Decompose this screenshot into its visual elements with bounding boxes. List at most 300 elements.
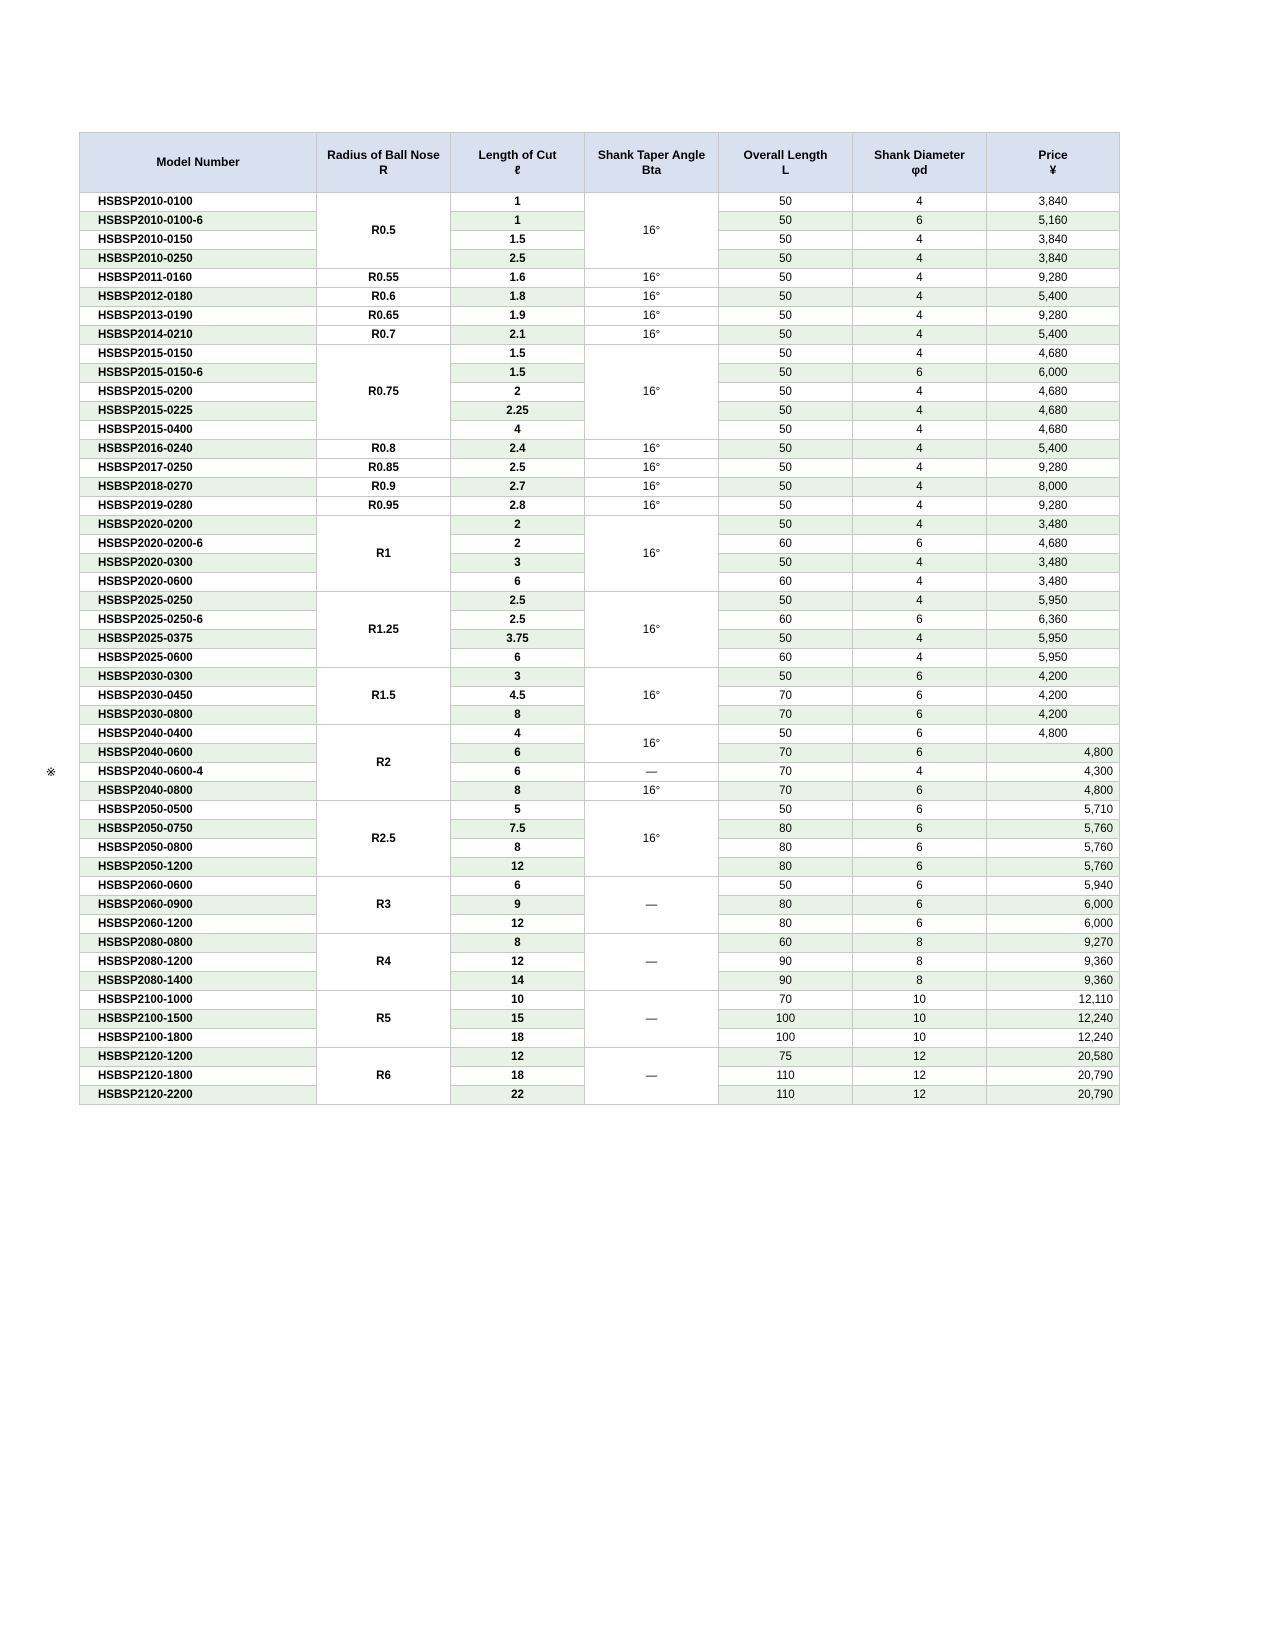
shank-diameter-cell: 6 [853,877,987,896]
length-of-cut-cell: 18 [451,1067,585,1086]
shank-diameter-cell: 6 [853,801,987,820]
length-of-cut-cell: 22 [451,1086,585,1105]
price-cell: 12,240 [987,1029,1120,1048]
overall-length-cell: 80 [719,820,853,839]
ball-radius-cell: R2 [317,725,451,801]
overall-length-cell: 50 [719,421,853,440]
ball-radius-cell: R0.55 [317,269,451,288]
shank-diameter-cell: 10 [853,1029,987,1048]
ball-radius-cell: R0.65 [317,307,451,326]
shank-diameter-cell: 6 [853,687,987,706]
price-cell: 9,280 [987,459,1120,478]
shank-diameter-cell: 4 [853,497,987,516]
length-of-cut-cell: 8 [451,706,585,725]
overall-length-cell: 60 [719,535,853,554]
shank-diameter-cell: 10 [853,991,987,1010]
table-row [80,497,1120,516]
overall-length-cell: 110 [719,1086,853,1105]
table-row [80,592,1120,611]
length-of-cut-cell: 2.5 [451,459,585,478]
length-of-cut-cell: 2.5 [451,592,585,611]
shank-diameter-cell: 4 [853,250,987,269]
note-mark: ※ [46,765,57,779]
length-of-cut-cell: 4 [451,725,585,744]
shank-diameter-cell: 6 [853,820,987,839]
header-model-number: Model Number [80,133,317,193]
model-number-cell: HSBSP2025-0250-6 [80,611,317,630]
table-body [46,193,1120,1105]
shank-diameter-cell: 4 [853,307,987,326]
shank-diameter-cell: 4 [853,554,987,573]
model-number-cell: HSBSP2080-1400 [80,972,317,991]
length-of-cut-cell: 1.5 [451,231,585,250]
overall-length-cell: 70 [719,782,853,801]
price-cell: 4,680 [987,402,1120,421]
overall-length-cell: 90 [719,972,853,991]
taper-angle-cell: — [585,763,719,782]
model-number-cell: HSBSP2040-0600-4 ※ [80,763,317,782]
shank-diameter-cell: 4 [853,402,987,421]
shank-diameter-cell: 4 [853,345,987,364]
length-of-cut-cell: 2 [451,383,585,402]
length-of-cut-cell: 3 [451,554,585,573]
length-of-cut-cell: 6 [451,877,585,896]
price-cell: 5,760 [987,858,1120,877]
overall-length-cell: 110 [719,1067,853,1086]
shank-diameter-cell: 4 [853,421,987,440]
ball-radius-cell: R3 [317,877,451,934]
price-cell: 4,200 [987,706,1120,725]
table-row [80,326,1120,345]
overall-length-cell: 50 [719,364,853,383]
ball-radius-cell: R1 [317,516,451,592]
model-number-cell: HSBSP2010-0100-6 [80,212,317,231]
model-number-cell: HSBSP2013-0190 [80,307,317,326]
length-of-cut-cell: 10 [451,991,585,1010]
shank-diameter-cell: 6 [853,725,987,744]
length-of-cut-cell: 8 [451,934,585,953]
price-cell: 3,480 [987,554,1120,573]
table-row [80,459,1120,478]
overall-length-cell: 70 [719,706,853,725]
table-row [80,763,1120,782]
taper-angle-cell: 16° [585,326,719,345]
taper-angle-cell: 16° [585,459,719,478]
model-number-cell: HSBSP2010-0100 [80,193,317,212]
model-number-cell: HSBSP2025-0600 [80,649,317,668]
length-of-cut-cell: 2.8 [451,497,585,516]
price-cell: 4,680 [987,535,1120,554]
model-number-cell: HSBSP2050-1200 [80,858,317,877]
shank-diameter-cell: 4 [853,326,987,345]
overall-length-cell: 60 [719,934,853,953]
length-of-cut-cell: 1 [451,212,585,231]
model-number-cell: HSBSP2025-0375 [80,630,317,649]
price-cell: 4,800 [987,744,1120,763]
length-of-cut-cell: 14 [451,972,585,991]
price-cell: 9,280 [987,269,1120,288]
model-number-cell: HSBSP2019-0280 [80,497,317,516]
overall-length-cell: 50 [719,345,853,364]
price-cell: 4,800 [987,782,1120,801]
model-number-cell: HSBSP2010-0150 [80,231,317,250]
length-of-cut-cell: 5 [451,801,585,820]
taper-angle-cell: 16° [585,516,719,592]
shank-diameter-cell: 8 [853,934,987,953]
shank-diameter-cell: 12 [853,1048,987,1067]
shank-diameter-cell: 6 [853,668,987,687]
overall-length-cell: 60 [719,649,853,668]
shank-diameter-cell: 4 [853,193,987,212]
price-cell: 9,360 [987,953,1120,972]
model-number-cell: HSBSP2030-0450 [80,687,317,706]
length-of-cut-cell: 1 [451,193,585,212]
model-number-cell: HSBSP2080-0800 [80,934,317,953]
length-of-cut-cell: 1.6 [451,269,585,288]
taper-angle-cell: 16° [585,193,719,269]
price-cell: 6,360 [987,611,1120,630]
shank-diameter-cell: 4 [853,440,987,459]
shank-diameter-cell: 6 [853,744,987,763]
model-number-cell: HSBSP2100-1000 [80,991,317,1010]
taper-angle-cell: 16° [585,440,719,459]
length-of-cut-cell: 1.5 [451,364,585,383]
model-number-cell: HSBSP2025-0250 [80,592,317,611]
length-of-cut-cell: 12 [451,1048,585,1067]
price-cell: 3,840 [987,250,1120,269]
ball-radius-cell: R6 [317,1048,451,1105]
model-number-cell: HSBSP2080-1200 [80,953,317,972]
model-number-cell: HSBSP2020-0600 [80,573,317,592]
length-of-cut-cell: 2.5 [451,250,585,269]
spec-table [46,132,1120,1105]
price-cell: 3,840 [987,193,1120,212]
shank-diameter-cell: 4 [853,231,987,250]
table-row [80,516,1120,535]
price-cell: 4,200 [987,668,1120,687]
ball-radius-cell: R0.95 [317,497,451,516]
overall-length-cell: 80 [719,839,853,858]
price-cell: 5,160 [987,212,1120,231]
model-number-cell: HSBSP2120-1200 [80,1048,317,1067]
price-cell: 8,000 [987,478,1120,497]
shank-diameter-cell: 4 [853,573,987,592]
shank-diameter-cell: 4 [853,288,987,307]
overall-length-cell: 50 [719,269,853,288]
overall-length-cell: 50 [719,497,853,516]
price-cell: 4,680 [987,383,1120,402]
model-number-cell: HSBSP2017-0250 [80,459,317,478]
length-of-cut-cell: 6 [451,573,585,592]
price-cell: 4,300 [987,763,1120,782]
length-of-cut-cell: 2.25 [451,402,585,421]
price-cell: 5,400 [987,326,1120,345]
table-row [80,782,1120,801]
header-radius: Radius of Ball Nose R [317,133,451,193]
model-number-cell: HSBSP2012-0180 [80,288,317,307]
length-of-cut-cell: 2.4 [451,440,585,459]
price-cell: 6,000 [987,915,1120,934]
table-row [80,991,1120,1010]
overall-length-cell: 70 [719,687,853,706]
model-number-cell: HSBSP2015-0225 [80,402,317,421]
taper-angle-cell: 16° [585,801,719,877]
model-number-cell: HSBSP2050-0800 [80,839,317,858]
length-of-cut-cell: 7.5 [451,820,585,839]
price-cell: 5,710 [987,801,1120,820]
shank-diameter-cell: 8 [853,972,987,991]
price-cell: 9,280 [987,307,1120,326]
ball-radius-cell: R0.75 [317,345,451,440]
taper-angle-cell: 16° [585,592,719,668]
length-of-cut-cell: 6 [451,763,585,782]
model-number-cell: HSBSP2060-0600 [80,877,317,896]
length-of-cut-cell: 9 [451,896,585,915]
header-shank-taper-angle: Shank Taper Angle Bta [585,133,719,193]
shank-diameter-cell: 6 [853,364,987,383]
overall-length-cell: 80 [719,858,853,877]
shank-diameter-cell: 6 [853,839,987,858]
overall-length-cell: 60 [719,611,853,630]
ball-radius-cell: R0.85 [317,459,451,478]
price-cell: 5,760 [987,820,1120,839]
ball-radius-cell: R1.25 [317,592,451,668]
table-row [80,345,1120,364]
table-row [80,934,1120,953]
length-of-cut-cell: 2 [451,535,585,554]
model-number-cell: HSBSP2120-1800 [80,1067,317,1086]
price-cell: 4,200 [987,687,1120,706]
shank-diameter-cell: 4 [853,478,987,497]
shank-diameter-cell: 6 [853,782,987,801]
price-cell: 12,110 [987,991,1120,1010]
table-row [80,307,1120,326]
length-of-cut-cell: 2.7 [451,478,585,497]
overall-length-cell: 50 [719,326,853,345]
overall-length-cell: 70 [719,744,853,763]
table-row [80,668,1120,687]
ball-radius-cell: R0.8 [317,440,451,459]
ball-radius-cell: R1.5 [317,668,451,725]
model-number-cell: HSBSP2015-0400 [80,421,317,440]
overall-length-cell: 50 [719,725,853,744]
price-cell: 9,270 [987,934,1120,953]
shank-diameter-cell: 4 [853,383,987,402]
model-number-cell: HSBSP2100-1500 [80,1010,317,1029]
overall-length-cell: 50 [719,307,853,326]
model-number-cell: HSBSP2020-0300 [80,554,317,573]
taper-angle-cell: 16° [585,269,719,288]
table-row [80,877,1120,896]
header-length-of-cut: Length of Cut ℓ [451,133,585,193]
overall-length-cell: 50 [719,459,853,478]
shank-diameter-cell: 4 [853,516,987,535]
taper-angle-cell: 16° [585,782,719,801]
taper-angle-cell: 16° [585,307,719,326]
overall-length-cell: 50 [719,478,853,497]
ball-radius-cell: R5 [317,991,451,1048]
model-number-cell: HSBSP2060-1200 [80,915,317,934]
price-cell: 20,790 [987,1086,1120,1105]
model-number-cell: HSBSP2014-0210 [80,326,317,345]
shank-diameter-cell: 8 [853,953,987,972]
length-of-cut-cell: 1.8 [451,288,585,307]
overall-length-cell: 50 [719,383,853,402]
shank-diameter-cell: 4 [853,269,987,288]
overall-length-cell: 60 [719,573,853,592]
overall-length-cell: 50 [719,193,853,212]
overall-length-cell: 50 [719,801,853,820]
price-cell: 4,680 [987,421,1120,440]
overall-length-cell: 50 [719,440,853,459]
shank-diameter-cell: 6 [853,915,987,934]
overall-length-cell: 50 [719,668,853,687]
overall-length-cell: 75 [719,1048,853,1067]
model-number-cell: HSBSP2120-2200 [80,1086,317,1105]
length-of-cut-cell: 3.75 [451,630,585,649]
ball-radius-cell: R0.9 [317,478,451,497]
ball-radius-cell: R0.5 [317,193,451,269]
overall-length-cell: 50 [719,516,853,535]
price-cell: 20,580 [987,1048,1120,1067]
taper-angle-cell: 16° [585,288,719,307]
overall-length-cell: 90 [719,953,853,972]
shank-diameter-cell: 6 [853,858,987,877]
table-row [80,269,1120,288]
price-cell: 4,800 [987,725,1120,744]
length-of-cut-cell: 8 [451,839,585,858]
length-of-cut-cell: 2 [451,516,585,535]
price-cell: 6,000 [987,896,1120,915]
taper-angle-cell: — [585,1048,719,1105]
price-cell: 5,950 [987,630,1120,649]
length-of-cut-cell: 18 [451,1029,585,1048]
shank-diameter-cell: 4 [853,459,987,478]
taper-angle-cell: 16° [585,345,719,440]
length-of-cut-cell: 8 [451,782,585,801]
model-number-cell: HSBSP2030-0300 [80,668,317,687]
length-of-cut-cell: 6 [451,649,585,668]
price-cell: 5,950 [987,649,1120,668]
price-cell: 4,680 [987,345,1120,364]
model-number-cell: HSBSP2020-0200-6 [80,535,317,554]
overall-length-cell: 50 [719,250,853,269]
model-number-cell: HSBSP2050-0500 [80,801,317,820]
length-of-cut-cell: 2.5 [451,611,585,630]
table-row [80,193,1120,212]
taper-angle-cell: — [585,877,719,934]
shank-diameter-cell: 6 [853,212,987,231]
shank-diameter-cell: 4 [853,649,987,668]
ball-radius-cell: R4 [317,934,451,991]
taper-angle-cell: 16° [585,668,719,725]
shank-diameter-cell: 6 [853,706,987,725]
price-cell: 12,240 [987,1010,1120,1029]
overall-length-cell: 100 [719,1029,853,1048]
length-of-cut-cell: 1.5 [451,345,585,364]
overall-length-cell: 100 [719,1010,853,1029]
overall-length-cell: 50 [719,877,853,896]
taper-angle-cell: — [585,991,719,1048]
shank-diameter-cell: 4 [853,630,987,649]
price-cell: 9,280 [987,497,1120,516]
overall-length-cell: 50 [719,212,853,231]
model-number-cell: HSBSP2060-0900 [80,896,317,915]
taper-angle-cell: — [585,934,719,991]
shank-diameter-cell: 12 [853,1067,987,1086]
price-cell: 5,400 [987,440,1120,459]
shank-diameter-cell: 6 [853,611,987,630]
length-of-cut-cell: 12 [451,953,585,972]
price-cell: 5,950 [987,592,1120,611]
overall-length-cell: 70 [719,991,853,1010]
overall-length-cell: 50 [719,554,853,573]
length-of-cut-cell: 12 [451,915,585,934]
table-header [80,133,1120,193]
length-of-cut-cell: 4 [451,421,585,440]
header-overall-length: Overall Length L [719,133,853,193]
model-number-cell: HSBSP2016-0240 [80,440,317,459]
overall-length-cell: 50 [719,592,853,611]
shank-diameter-cell: 12 [853,1086,987,1105]
model-number-cell: HSBSP2100-1800 [80,1029,317,1048]
table-row [80,440,1120,459]
price-cell: 5,760 [987,839,1120,858]
model-number-cell: HSBSP2015-0150 [80,345,317,364]
table-row [80,1048,1120,1067]
overall-length-cell: 70 [719,763,853,782]
shank-diameter-cell: 6 [853,896,987,915]
model-number-cell: HSBSP2011-0160 [80,269,317,288]
table-row [80,478,1120,497]
ball-radius-cell: R2.5 [317,801,451,877]
header-price: Price ¥ [987,133,1120,193]
shank-diameter-cell: 10 [853,1010,987,1029]
length-of-cut-cell: 3 [451,668,585,687]
price-cell: 3,480 [987,516,1120,535]
price-cell: 9,360 [987,972,1120,991]
length-of-cut-cell: 2.1 [451,326,585,345]
length-of-cut-cell: 4.5 [451,687,585,706]
length-of-cut-cell: 15 [451,1010,585,1029]
model-number-cell: HSBSP2020-0200 [80,516,317,535]
price-cell: 5,400 [987,288,1120,307]
length-of-cut-cell: 1.9 [451,307,585,326]
price-cell: 6,000 [987,364,1120,383]
overall-length-cell: 50 [719,630,853,649]
table-row [80,801,1120,820]
model-number-cell: HSBSP2010-0250 [80,250,317,269]
price-cell: 3,480 [987,573,1120,592]
table-row [80,725,1120,744]
taper-angle-cell: 16° [585,478,719,497]
ball-radius-cell: R0.7 [317,326,451,345]
header-shank-diameter: Shank Diameter φd [853,133,987,193]
overall-length-cell: 80 [719,915,853,934]
overall-length-cell: 50 [719,402,853,421]
taper-angle-cell: 16° [585,725,719,763]
length-of-cut-cell: 6 [451,744,585,763]
header-row [80,133,1120,193]
table-row [80,288,1120,307]
model-number-cell: HSBSP2040-0400 [80,725,317,744]
model-number-cell: HSBSP2030-0800 [80,706,317,725]
price-cell: 20,790 [987,1067,1120,1086]
model-number-cell: HSBSP2018-0270 [80,478,317,497]
shank-diameter-cell: 4 [853,763,987,782]
overall-length-cell: 80 [719,896,853,915]
overall-length-cell: 50 [719,288,853,307]
